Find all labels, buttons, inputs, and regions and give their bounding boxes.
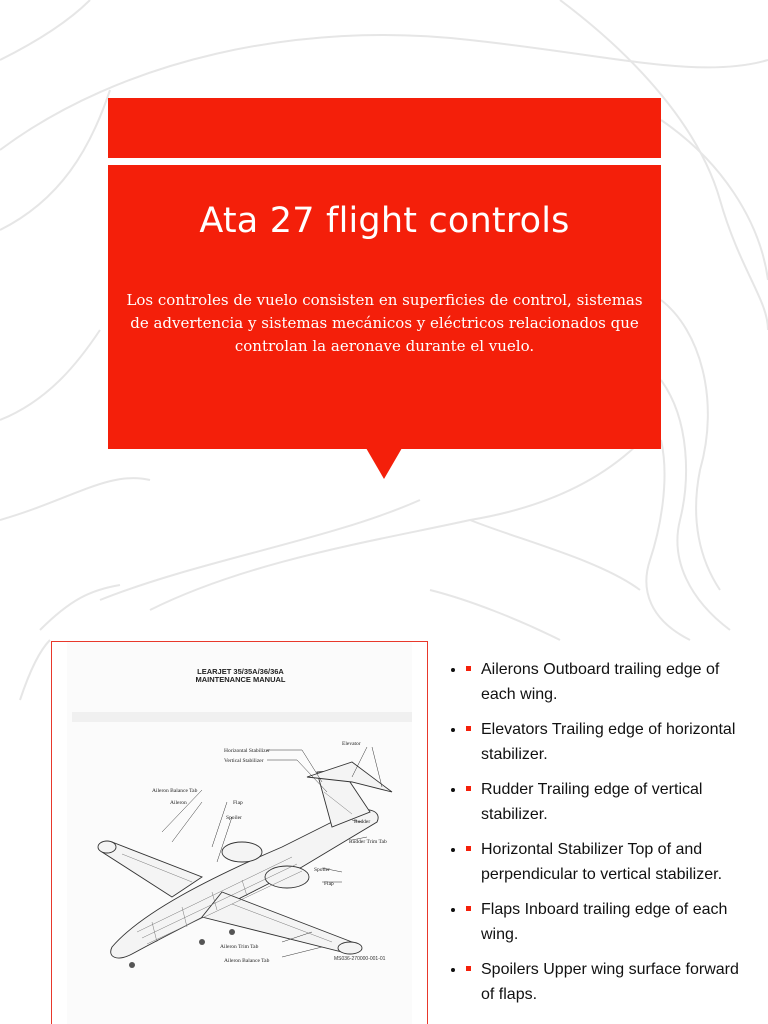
list-item <box>466 717 756 767</box>
list-item-text: Elevators Trailing edge of horizontal stabilizer. <box>481 721 736 763</box>
callout-aileron-trim-tab: Aileron Trim Tab <box>220 944 259 950</box>
list-item-text: Horizontal Stabilizer Top of and perpendicular to vertical stabilizer. <box>481 841 723 883</box>
list-item <box>466 897 756 947</box>
slide-title: Ata 27 flight controls <box>199 201 570 241</box>
title-card-pointer <box>366 448 402 479</box>
figure-code: MS036-270000-001-01 <box>334 956 386 962</box>
list-item-text: Ailerons Outboard trailing edge of each wing. <box>481 661 720 703</box>
list-item-text: Rudder Trailing edge of vertical stabilizer. <box>481 781 703 823</box>
bullet-square-icon <box>466 966 471 971</box>
aircraft-cutaway-icon <box>52 642 429 1024</box>
slide-description: Los controles de vuelo consisten en superficies de control, sistemas de advertencia y sistemas mecánicos y eléctricos relacionados que controlan la aeronave durante el vuelo. <box>126 291 643 355</box>
callout-aileron: Aileron <box>170 800 187 806</box>
callout-flap: Flap <box>233 800 243 806</box>
manual-header-line2: MAINTENANCE MANUAL <box>195 675 286 684</box>
callout-aileron-balance-tab-lower: Aileron Balance Tab <box>224 958 270 964</box>
bullet-square-icon <box>466 726 471 731</box>
callout-spoiler-lower: Spoiler <box>314 867 330 873</box>
list-item <box>466 837 756 887</box>
list-item-text: Spoilers Upper wing surface forward of flaps. <box>481 961 739 1003</box>
callout-rudder-trim-tab: Rudder Trim Tab <box>349 839 387 845</box>
title-card <box>108 165 661 449</box>
bullet-square-icon <box>466 786 471 791</box>
callout-aileron-balance-tab: Aileron Balance Tab <box>152 788 198 794</box>
manual-header-line1: LEARJET 35/35A/36/36A <box>197 667 284 676</box>
flight-controls-list <box>466 657 756 1017</box>
bullet-square-icon <box>466 906 471 911</box>
list-item <box>466 957 756 1007</box>
callout-rudder: Rudder <box>354 819 371 825</box>
header-accent-bar <box>108 98 661 158</box>
callout-spoiler: Spoiler <box>226 815 242 821</box>
callout-horizontal-stabilizer: Horizontal Stabilizer <box>224 748 270 754</box>
aircraft-figure <box>51 641 428 1024</box>
list-item-text: Flaps Inboard trailing edge of each wing. <box>481 901 728 943</box>
list-item <box>466 657 756 707</box>
callout-elevator: Elevator <box>342 741 361 747</box>
bullet-square-icon <box>466 846 471 851</box>
callout-flap-lower: Flap <box>324 881 334 887</box>
bullet-square-icon <box>466 666 471 671</box>
list-item <box>466 777 756 827</box>
callout-vertical-stabilizer: Vertical Stabilizer <box>224 758 264 764</box>
